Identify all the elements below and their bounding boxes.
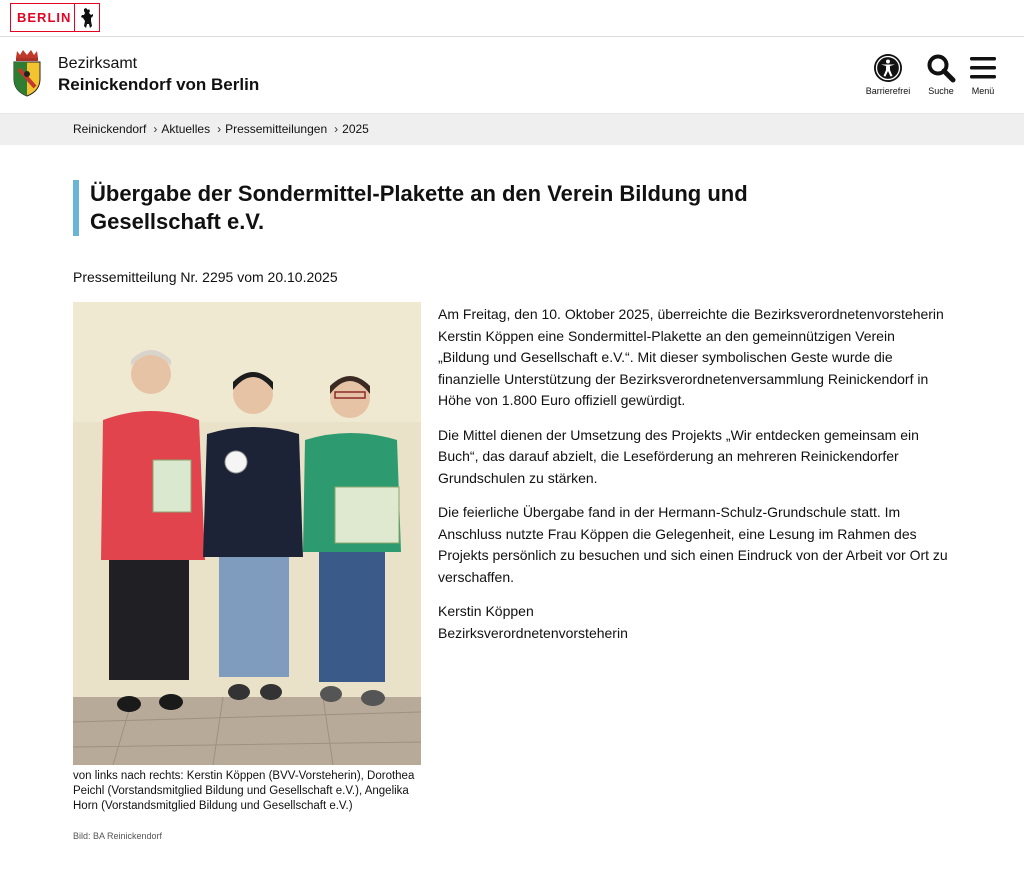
- photo-caption: von links nach rechts: Kerstin Köppen (BVV-Vorsteherin), Dorothea Peichl (Vorstandsmitglied Bildung und Gesellschaft e.V.), Angelika Horn (Vorstandsmitglied Bildung und Gesellschaft e.V.): [73, 770, 415, 812]
- signature: [438, 601, 948, 644]
- article-paragraph: Die feierliche Übergabe fand in der Hermann-Schulz-Grundschule statt. Im Anschluss nutzte Frau Köppen die Gelegenheit, eine Lesung im Rahmen des Projekts persönlich zu besuchen und sich einen Eindruck von der Arbeit vor Ort zu verschaffen.: [438, 504, 948, 585]
- breadcrumb-item: [327, 122, 369, 136]
- press-release-number: Pressemitteilung Nr. 2295 vom 20.10.2025: [73, 269, 338, 285]
- article-photo[interactable]: [73, 302, 421, 765]
- accessibility-button[interactable]: [862, 53, 914, 96]
- signature-name: Kerstin Köppen: [438, 603, 534, 619]
- breadcrumb: [0, 114, 1024, 145]
- site-header: [0, 37, 1024, 114]
- breadcrumb-link-2025[interactable]: 2025: [342, 122, 369, 136]
- article-paragraph: Die Mittel dienen der Umsetzung des Projekts „Wir entdecken gemeinsam ein Buch“, das darauf abzielt, die Leseförderung an mehreren Reinickendorfer Grundschulen zu stärken.: [438, 426, 919, 486]
- org-line-1: Bezirksamt: [58, 55, 138, 72]
- menu-button[interactable]: [966, 53, 1000, 96]
- accessibility-icon: [873, 53, 903, 83]
- breadcrumb-link-aktuelles[interactable]: Aktuelles: [161, 122, 211, 136]
- chevron-right-icon: ›: [217, 122, 222, 136]
- hamburger-menu-icon: [969, 53, 997, 83]
- org-line-2: Reinickendorf von Berlin: [58, 75, 260, 94]
- article-paragraph: Am Freitag, den 10. Oktober 2025, überreichte die Bezirksverordnetenvorsteherin Kerstin Köppen eine Sondermittel-Plakette an den gemeinnützigen Verein „Bildung und Gesellschaft e.V.“. Mit dieser symbolischen Geste wurde die finanzielle Unterstützung der Bezirksverordnetenversammlung Reinickendorf in Höhe von 1.800 Euro offiziell gewürdigt.: [438, 306, 944, 408]
- chevron-right-icon: ›: [153, 122, 158, 136]
- berlin-bear-icon: [75, 4, 99, 31]
- search-icon: [926, 53, 956, 83]
- search-label: Suche: [928, 86, 954, 96]
- group-photo-image: [73, 302, 421, 765]
- article-body: [438, 304, 948, 644]
- top-bar: [0, 0, 1024, 37]
- menu-label: Menü: [971, 86, 995, 96]
- search-button[interactable]: [922, 53, 960, 96]
- article-title-block: [73, 180, 833, 236]
- photo-credit: Bild: BA Reinickendorf: [73, 831, 163, 841]
- signature-role: Bezirksverordnetenvorsteherin: [438, 624, 628, 641]
- berlin-logo[interactable]: [10, 3, 100, 32]
- breadcrumb-item: [210, 122, 327, 136]
- breadcrumb-item: [73, 122, 146, 136]
- page-title: Übergabe der Sondermittel-Plakette an den Verein Bildung und Gesellschaft e.V.: [90, 181, 748, 234]
- breadcrumb-link-reinickendorf[interactable]: Reinickendorf: [73, 122, 147, 136]
- organization-name[interactable]: [58, 53, 259, 95]
- breadcrumb-link-pressemitteilungen[interactable]: Pressemitteilungen: [225, 122, 328, 136]
- chevron-right-icon: ›: [334, 122, 339, 136]
- accessibility-label: Barrierefrei: [865, 86, 911, 96]
- reinickendorf-crest-icon[interactable]: [11, 49, 43, 97]
- berlin-wordmark: BERLIN: [17, 10, 72, 25]
- breadcrumb-item: [146, 122, 210, 136]
